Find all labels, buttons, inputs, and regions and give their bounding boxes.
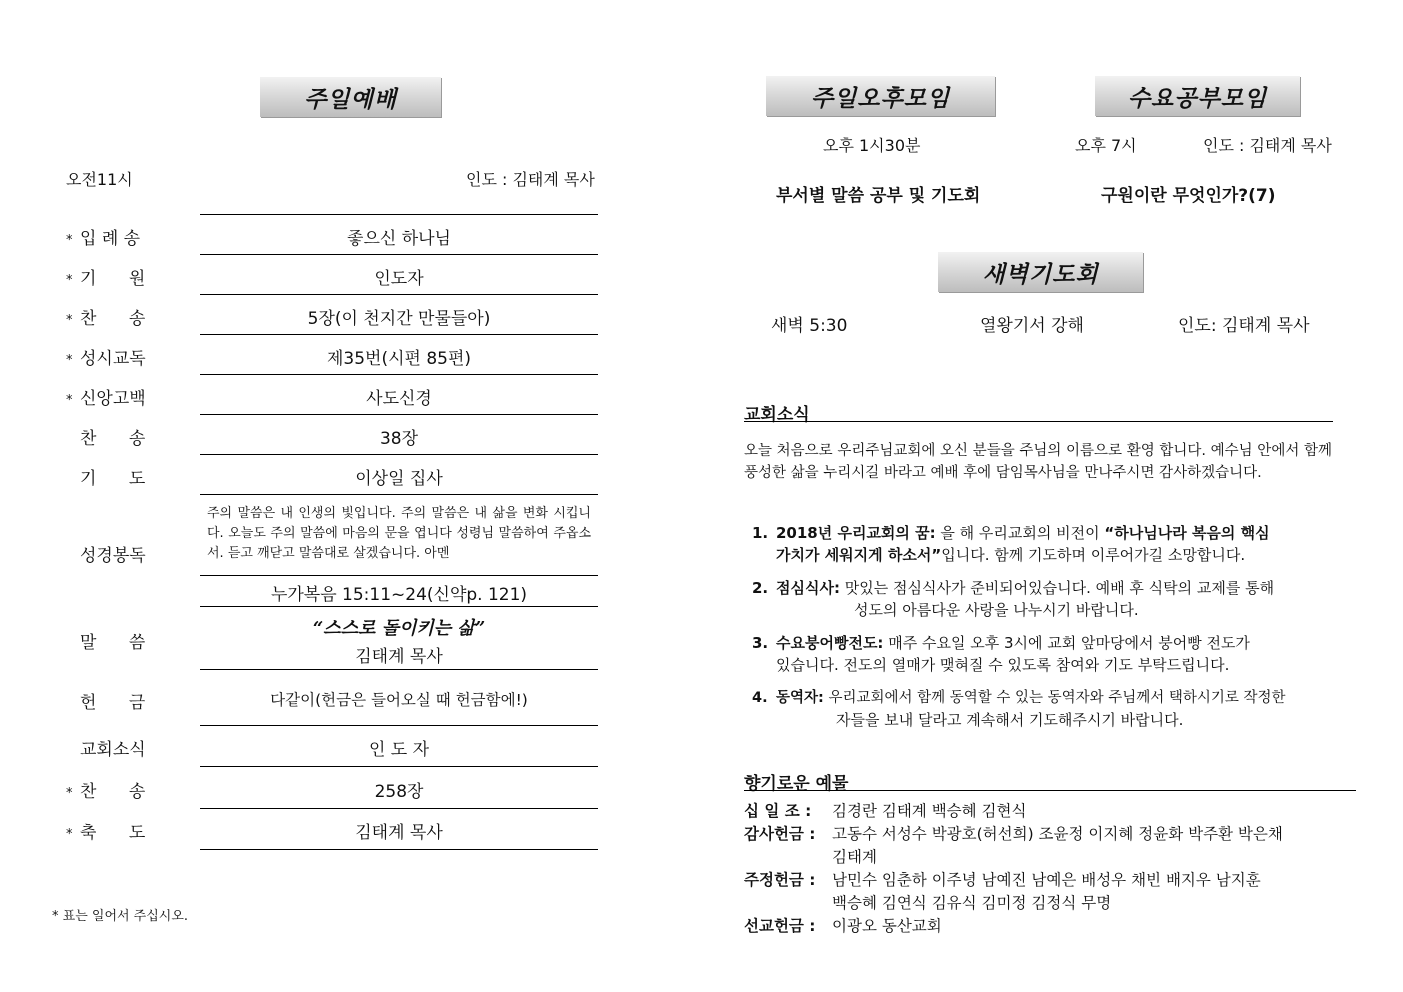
order-value-creed: 사도신경 <box>366 389 432 409</box>
afternoon-topic: 부서별 말씀 공부 및 기도회 <box>776 186 981 206</box>
order-value-offering: 다같이(헌금은 들어오실 때 헌금함에!) <box>270 691 528 709</box>
order-label-entrance-hymn: * 입 례 송 <box>66 229 141 249</box>
table-rule <box>200 294 598 295</box>
afternoon-meeting-banner <box>766 76 995 116</box>
wednesday-leader: 인도 : 김태계 목사 <box>1203 136 1332 155</box>
news-intro: 오늘 처음으로 우리주님교회에 오신 분들을 주님의 이름으로 환영 합니다. 예수님 안에서 함께 풍성한 삶을 누리시길 바라고 예배 후에 담임목사님을 만나주시면 감사하겠습니다. <box>744 443 1332 481</box>
standing-footnote: * 표는 일어서 주십시오. <box>52 909 189 924</box>
table-rule <box>200 725 598 726</box>
table-rule <box>200 669 598 670</box>
scripture-reference: 누가복음 15:11~24(신약p. 121) <box>270 585 528 605</box>
order-label-invocation: * 기 원 <box>66 269 146 289</box>
order-value-benediction: 김태계 목사 <box>355 823 443 843</box>
sermon-preacher: 김태계 목사 <box>355 647 443 667</box>
table-rule <box>200 374 598 375</box>
table-rule <box>200 214 598 215</box>
gift-row-thanks: 감사헌금 : 고동수 서성수 박광호(허선희) 조윤정 이지혜 정윤화 박주환 박은채 김태계 <box>744 825 1283 866</box>
table-rule <box>200 766 598 767</box>
order-value-entrance-hymn: 좋으신 하나님 <box>347 229 451 249</box>
order-value-hymn-3: 258장 <box>374 782 424 802</box>
gifts-heading-rule <box>744 790 1356 791</box>
table-rule <box>200 575 598 576</box>
dawn-leader: 인도: 김태계 목사 <box>1178 316 1310 336</box>
gift-row-tithe: 십 일 조 : 김경란 김태계 백승혜 김현식 <box>744 802 1027 820</box>
news-item-4: 4. 동역자: 우리교회에서 함께 동역할 수 있는 동역자와 주님께서 택하시기로 작정한 자들을 보내 달라고 계속해서 기도해주시기 바랍니다. <box>752 690 1286 729</box>
order-label-announcements: 교회소식 <box>80 740 146 760</box>
order-value-prayer: 이상일 집사 <box>355 469 443 489</box>
table-rule <box>200 414 598 415</box>
order-value-invocation: 인도자 <box>374 269 424 289</box>
order-label-hymn-1: * 찬 송 <box>66 309 146 329</box>
order-label-creed: * 신앙고백 <box>66 389 146 409</box>
table-rule <box>200 808 598 809</box>
order-value-hymn-1: 5장(이 천지간 만물들아) <box>307 309 491 329</box>
order-label-benediction: * 축 도 <box>66 823 146 843</box>
order-label-responsive-reading: * 성시교독 <box>66 349 146 369</box>
sunday-worship-title: 주일예배 <box>304 85 397 113</box>
wednesday-time: 오후 7시 <box>1075 136 1137 155</box>
order-value-responsive-reading: 제35번(시편 85편) <box>326 349 472 369</box>
sunday-worship-banner <box>260 77 441 117</box>
order-label-hymn-3: * 찬 송 <box>66 782 146 802</box>
order-label-scripture: 성경봉독 <box>80 546 146 566</box>
order-label-offering: 헌 금 <box>80 693 146 713</box>
news-heading: 교회소식 <box>744 405 810 425</box>
wednesday-study-title: 수요공부모임 <box>1127 84 1268 112</box>
afternoon-time: 오후 1시30분 <box>823 136 921 155</box>
dawn-prayer-title: 새벽기도회 <box>982 260 1099 288</box>
scripture-prayer-text: 주의 말씀은 내 인생의 빛입니다. 주의 말씀은 내 삶을 변화 시킵니다. 오늘도 주의 말씀에 마음의 문을 엽니다 성령님 말씀하여 주옵소서. 듣고 깨닫고 말씀대로 살겠습니다. 아멘 <box>207 506 591 561</box>
dawn-prayer-banner <box>938 252 1143 292</box>
order-label-sermon: 말 씀 <box>80 633 146 653</box>
afternoon-meeting-title: 주일오후모임 <box>810 84 951 112</box>
gift-row-mission: 선교헌금 : 이광오 동산교회 <box>744 917 942 935</box>
news-item-1: 1. 2018년 우리교회의 꿈: 을 해 우리교회의 비전이 “하나님나라 복음의 핵심 가치가 세워지게 하소서”입니다. 함께 기도하며 이루어가길 소망합니다. <box>752 524 1270 564</box>
table-rule <box>200 454 598 455</box>
dawn-text: 열왕기서 강해 <box>980 316 1084 336</box>
dawn-time: 새벽 5:30 <box>771 316 848 336</box>
news-item-2: 2. 점심식사: 맛있는 점심식사가 준비되어있습니다. 예배 후 식탁의 교제를 통해 성도의 아름다운 사랑을 나누시기 바랍니다. <box>752 579 1275 619</box>
wednesday-study-banner <box>1095 76 1300 116</box>
gifts-heading: 향기로운 예물 <box>744 774 849 794</box>
table-rule <box>200 606 598 607</box>
gift-row-weekly: 주정헌금 : 남민수 임춘하 이주녕 남예진 남예은 배성우 채빈 배지우 남지훈 백승혜 김연식 김유식 김미정 김정식 무명 <box>744 871 1261 912</box>
order-value-announcements: 인 도 자 <box>368 740 430 760</box>
table-rule <box>200 334 598 335</box>
order-label-prayer: 기 도 <box>80 469 146 489</box>
worship-leader: 인도 : 김태계 목사 <box>466 170 595 189</box>
order-label-hymn-2: 찬 송 <box>80 429 146 449</box>
table-rule <box>200 494 598 495</box>
wednesday-topic: 구원이란 무엇인가?(7) <box>1101 186 1276 206</box>
worship-time: 오전11시 <box>66 170 133 189</box>
news-item-3: 3. 수요붕어빵전도: 매주 수요일 오후 3시에 교회 앞마당에서 붕어빵 전도가 있습니다. 전도의 열매가 맺혀질 수 있도록 참여와 기도 부탁드립니다. <box>752 634 1250 674</box>
news-heading-rule <box>744 421 1333 422</box>
sermon-title: “스스로 돌이키는 삶” <box>312 618 486 639</box>
order-value-hymn-2: 38장 <box>379 429 419 449</box>
table-rule <box>200 254 598 255</box>
table-rule <box>200 849 598 850</box>
